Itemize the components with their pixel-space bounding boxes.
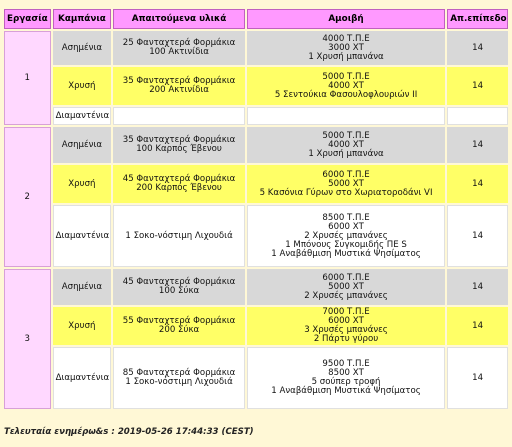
reward-cell	[247, 31, 445, 65]
level-cell: 14	[447, 307, 508, 345]
materials-cell	[113, 307, 245, 345]
reward-cell	[247, 127, 445, 163]
campaign-cell: Χρυσή	[53, 307, 112, 345]
reward-cell	[247, 205, 445, 267]
reward-line: 5 σούπερ τροφή	[311, 377, 381, 387]
quest-table-wrapper	[2, 7, 510, 411]
reward-line: 5 Κασόνια Γύρων στο Χωριατοροδάνι VI	[259, 187, 433, 198]
table-row	[4, 107, 508, 125]
reward-line: 7000 Τ.Π.Ε	[322, 307, 370, 317]
last-update-text: Τελευταία ενημέρω&s : 2019-05-26 17:44:33 (CEST)	[4, 427, 254, 437]
level-cell	[447, 107, 508, 125]
table-row	[4, 165, 508, 203]
reward-cell	[247, 165, 445, 203]
quest-number: 1	[4, 31, 51, 125]
material-line: 45 Φανταχτερά Φορμάκια	[122, 277, 236, 287]
reward-line: 2 Πάρτυ γύρου	[313, 334, 379, 344]
header-quest: Εργασία	[4, 9, 51, 29]
table-row	[4, 127, 508, 163]
table-row	[4, 347, 508, 409]
reward-line: 6000 Τ.Π.Ε	[322, 169, 370, 180]
campaign-cell: Ασημένια	[53, 269, 112, 305]
header-reward: Αμοιβή	[247, 9, 445, 29]
header-materials: Απαιτούμενα υλικά	[113, 9, 245, 29]
reward-line: 2 Χρυσές μπανάνες	[304, 290, 388, 301]
reward-line: 5 Σεντούκια Φασουλοφλουριών ΙΙ	[274, 89, 418, 100]
level-cell: 14	[447, 127, 508, 163]
material-line: 35 Φανταχτερά Φορμάκια	[122, 76, 236, 86]
level-cell: 14	[447, 165, 508, 203]
reward-line: 6000 Τ.Π.Ε	[322, 272, 370, 283]
reward-line: 1 Αναβάθμιση Μυστικά Ψησίματος	[271, 386, 421, 396]
level-cell: 14	[447, 269, 508, 305]
reward-cell	[247, 269, 445, 305]
reward-line: 9500 Τ.Π.Ε	[322, 359, 370, 369]
reward-line: 8500 ΧΤ	[328, 368, 364, 378]
campaign-cell: Διαμαντένια	[53, 107, 112, 125]
campaign-cell: Χρυσή	[53, 67, 112, 105]
reward-cell	[247, 347, 445, 409]
materials-cell	[113, 67, 245, 105]
reward-cell	[247, 307, 445, 345]
materials-cell	[113, 347, 245, 409]
material-line: 100 Σύκα	[158, 286, 200, 296]
reward-line: 2 Χρυσές μπανάνες	[304, 230, 388, 241]
header-campaign: Καμπάνια	[53, 9, 112, 29]
campaign-cell: Διαμαντένια	[53, 347, 112, 409]
reward-line: 4000 Τ.Π.Ε	[322, 33, 370, 44]
material-line: 45 Φανταχτερά Φορμάκια	[122, 174, 236, 184]
material-line: 1 Σοκο-νόστιμη Λιχουδιά	[125, 377, 233, 387]
materials-cell	[113, 269, 245, 305]
campaign-cell: Ασημένια	[53, 31, 112, 65]
material-line: 200 Σύκα	[158, 325, 200, 335]
table-row	[4, 307, 508, 345]
table-row	[4, 205, 508, 267]
material-line: 200 Καρπός Έβενου	[136, 183, 222, 193]
materials-cell	[113, 31, 245, 65]
level-cell: 14	[447, 31, 508, 65]
material-line: 55 Φανταχτερά Φορμάκια	[122, 316, 236, 326]
reward-line: 3 Χρυσές μπανάνες	[304, 325, 388, 335]
materials-cell	[113, 127, 245, 163]
quest-number: 2	[4, 127, 51, 267]
level-cell: 14	[447, 347, 508, 409]
materials-cell	[113, 205, 245, 267]
material-line: 1 Σοκο-νόστιμη Λιχουδιά	[125, 230, 233, 241]
reward-line: 3000 ΧΤ	[328, 42, 364, 53]
reward-cell	[247, 67, 445, 105]
reward-line: 1 Χρυσή μπανάνα	[308, 148, 384, 159]
table-row	[4, 269, 508, 305]
material-line: 25 Φανταχτερά Φορμάκια	[122, 38, 236, 48]
header-level: Απ.επίπεδο	[447, 9, 508, 29]
reward-line: 5000 Τ.Π.Ε	[322, 130, 370, 141]
campaign-cell: Διαμαντένια	[53, 205, 112, 267]
reward-line: 5000 ΧΤ	[328, 281, 364, 292]
reward-cell	[247, 107, 445, 125]
quest-number: 3	[4, 269, 51, 409]
header-row	[4, 9, 508, 29]
reward-line: 4000 ΧΤ	[328, 80, 364, 91]
table-row	[4, 31, 508, 65]
campaign-cell: Χρυσή	[53, 165, 112, 203]
reward-line: 8500 Τ.Π.Ε	[322, 212, 370, 223]
quest-table-body	[4, 31, 508, 409]
materials-cell	[113, 165, 245, 203]
materials-cell	[113, 107, 245, 125]
material-line: 100 Ακτινίδια	[149, 47, 209, 57]
reward-line: 5000 Τ.Π.Ε	[322, 71, 370, 82]
reward-line: 4000 ΧΤ	[328, 139, 364, 150]
level-cell: 14	[447, 205, 508, 267]
reward-line: 1 Χρυσή μπανάνα	[308, 51, 384, 62]
table-row	[4, 67, 508, 105]
material-line: 100 Καρπός Έβενου	[136, 144, 222, 154]
reward-line: 1 Αναβάθμιση Μυστικά Ψησίματος	[271, 248, 421, 259]
reward-line: 6000 ΧΤ	[328, 316, 364, 326]
material-line: 200 Ακτινίδια	[149, 85, 209, 95]
material-line: 85 Φανταχτερά Φορμάκια	[122, 368, 236, 378]
reward-line: 6000 ΧΤ	[328, 221, 364, 232]
campaign-cell: Ασημένια	[53, 127, 112, 163]
material-line: 35 Φανταχτερά Φορμάκια	[122, 135, 236, 145]
reward-line: 1 Μπόνους Συγκομιδής ΠΕ S	[285, 239, 407, 250]
level-cell: 14	[447, 67, 508, 105]
quest-table	[2, 7, 510, 411]
reward-line: 5000 ΧΤ	[328, 178, 364, 189]
